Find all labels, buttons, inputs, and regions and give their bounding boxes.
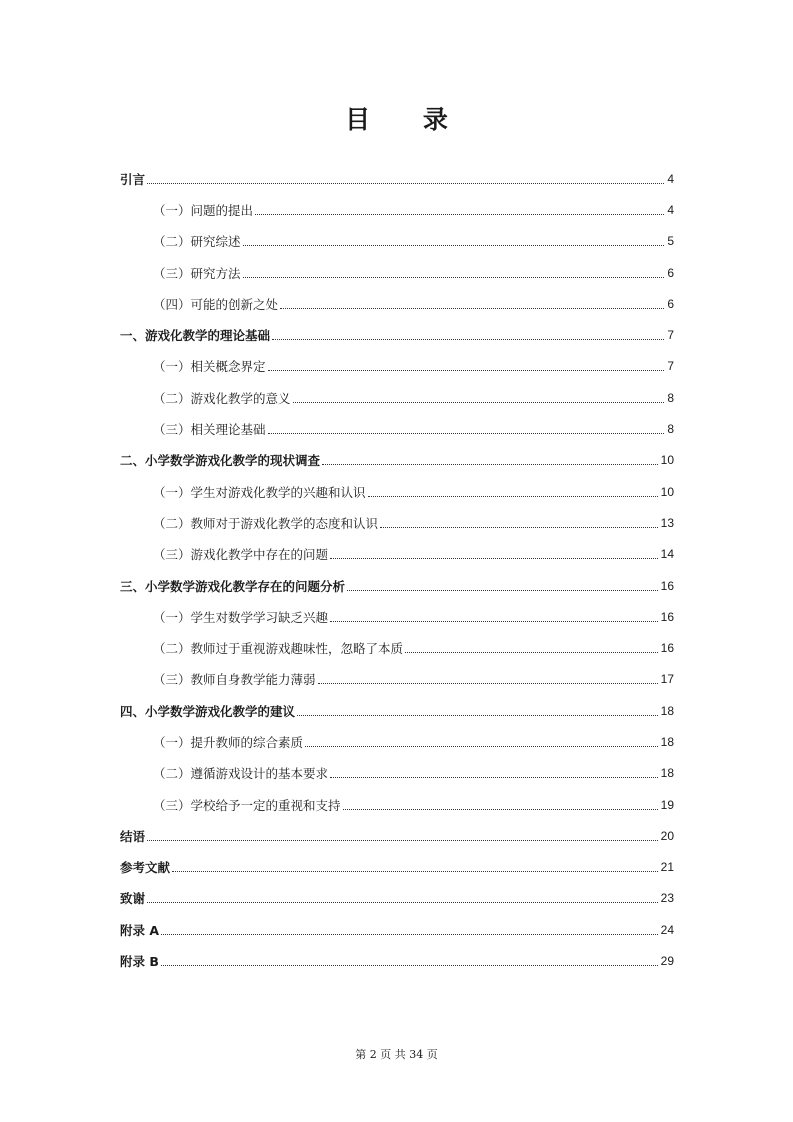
toc-entry[interactable] xyxy=(120,789,674,820)
toc-entry-label: 结语 xyxy=(120,828,146,844)
toc-entry-label: （三）相关理论基础 xyxy=(153,422,266,438)
toc-entry[interactable] xyxy=(120,632,674,663)
toc-entry-page-number: 13 xyxy=(660,515,674,530)
toc-dot-leader xyxy=(268,432,665,434)
toc-dot-leader xyxy=(318,682,658,684)
toc-entry-page-number: 21 xyxy=(660,860,674,875)
toc-entry[interactable] xyxy=(120,570,674,601)
toc-dot-leader xyxy=(293,401,665,403)
toc-entry-page-number: 6 xyxy=(667,265,674,280)
toc-dot-leader xyxy=(172,870,658,872)
toc-entry-page-number: 14 xyxy=(660,547,674,562)
toc-entry[interactable] xyxy=(120,288,674,319)
toc-dot-leader xyxy=(255,213,664,215)
toc-entry-label: （三）游戏化教学中存在的问题 xyxy=(153,547,329,563)
toc-entry-label: （一）学生对游戏化教学的兴趣和认识 xyxy=(153,484,366,500)
toc-entry[interactable] xyxy=(120,413,674,444)
toc-entry-label: （二）研究综述 xyxy=(153,234,241,250)
toc-entry-label: （一）问题的提出 xyxy=(153,202,254,218)
toc-dot-leader xyxy=(330,557,658,559)
toc-dot-leader xyxy=(380,526,658,528)
toc-entry-page-number: 10 xyxy=(660,453,674,468)
toc-entry-page-number: 10 xyxy=(660,484,674,499)
toc-entry-page-number: 19 xyxy=(660,797,674,812)
toc-entry-label: （三）教师自身教学能力薄弱 xyxy=(153,672,316,688)
toc-entry-page-number: 17 xyxy=(660,672,674,687)
toc-entry-page-number: 4 xyxy=(667,171,674,186)
toc-entry[interactable] xyxy=(120,852,674,883)
toc-dot-leader xyxy=(330,620,658,622)
toc-dot-leader xyxy=(268,369,665,371)
toc-entry-label: 四、小学数学游戏化教学的建议 xyxy=(120,703,296,719)
toc-dot-leader xyxy=(243,244,665,246)
table-of-contents xyxy=(120,163,674,977)
toc-dot-leader xyxy=(322,463,658,465)
toc-entry[interactable] xyxy=(120,695,674,726)
toc-entry[interactable] xyxy=(120,445,674,476)
toc-dot-leader xyxy=(147,839,658,841)
toc-entry[interactable] xyxy=(120,726,674,757)
toc-entry[interactable] xyxy=(120,758,674,789)
toc-entry[interactable] xyxy=(120,601,674,632)
toc-entry-page-number: 7 xyxy=(667,328,674,343)
toc-dot-leader xyxy=(297,714,658,716)
toc-entry-page-number: 16 xyxy=(660,641,674,656)
toc-entry-label: （一）相关概念界定 xyxy=(153,359,266,375)
toc-entry-label: （二）遵循游戏设计的基本要求 xyxy=(153,766,329,782)
toc-entry-label: 致谢 xyxy=(120,891,146,907)
toc-entry-page-number: 8 xyxy=(667,422,674,437)
toc-entry[interactable] xyxy=(120,226,674,257)
toc-entry-label: （二）教师对于游戏化教学的态度和认识 xyxy=(153,515,379,531)
toc-entry[interactable] xyxy=(120,539,674,570)
toc-dot-leader xyxy=(405,651,658,653)
toc-dot-leader xyxy=(272,338,664,340)
toc-entry-page-number: 16 xyxy=(660,578,674,593)
toc-entry-page-number: 29 xyxy=(660,954,674,969)
toc-dot-leader xyxy=(161,933,658,935)
toc-entry[interactable] xyxy=(120,382,674,413)
toc-entry-page-number: 6 xyxy=(667,296,674,311)
toc-entry[interactable] xyxy=(120,163,674,194)
toc-entry-page-number: 7 xyxy=(667,359,674,374)
toc-entry-label: （二）教师过于重视游戏趣味性，忽略了本质 xyxy=(153,641,404,657)
toc-entry-page-number: 5 xyxy=(667,234,674,249)
toc-entry-label: 附录 A xyxy=(120,922,160,938)
page-title: 目 录 xyxy=(345,105,470,134)
toc-entry-label: （一）学生对数学学习缺乏兴趣 xyxy=(153,609,329,625)
toc-dot-leader xyxy=(343,808,658,810)
toc-entry-page-number: 4 xyxy=(667,202,674,217)
toc-entry-label: 二、小学数学游戏化教学的现状调查 xyxy=(120,453,321,469)
toc-entry-page-number: 18 xyxy=(660,703,674,718)
toc-dot-leader xyxy=(347,589,658,591)
toc-entry[interactable] xyxy=(120,476,674,507)
toc-dot-leader xyxy=(147,901,658,903)
toc-entry[interactable] xyxy=(120,351,674,382)
toc-entry-label: 三、小学数学游戏化教学存在的问题分析 xyxy=(120,578,346,594)
toc-dot-leader xyxy=(161,964,658,966)
toc-entry-page-number: 16 xyxy=(660,609,674,624)
toc-entry[interactable] xyxy=(120,257,674,288)
toc-entry[interactable] xyxy=(120,945,674,976)
toc-dot-leader xyxy=(243,276,665,278)
toc-entry[interactable] xyxy=(120,664,674,695)
toc-entry[interactable] xyxy=(120,820,674,851)
toc-entry-label: 引言 xyxy=(120,171,146,187)
toc-dot-leader xyxy=(305,745,658,747)
toc-entry-label: （三）学校给予一定的重视和支持 xyxy=(153,797,341,813)
toc-dot-leader xyxy=(280,307,664,309)
toc-entry[interactable] xyxy=(120,914,674,945)
toc-entry-page-number: 8 xyxy=(667,390,674,405)
toc-dot-leader xyxy=(368,495,658,497)
toc-entry[interactable] xyxy=(120,883,674,914)
toc-entry-label: （三）研究方法 xyxy=(153,265,241,281)
toc-entry-page-number: 24 xyxy=(660,922,674,937)
toc-entry-page-number: 18 xyxy=(660,734,674,749)
toc-entry-page-number: 23 xyxy=(660,891,674,906)
toc-dot-leader xyxy=(147,182,664,184)
toc-dot-leader xyxy=(330,776,658,778)
toc-entry[interactable] xyxy=(120,319,674,350)
toc-entry-label: （二）游戏化教学的意义 xyxy=(153,390,291,406)
toc-entry-page-number: 20 xyxy=(660,828,674,843)
toc-entry-page-number: 18 xyxy=(660,766,674,781)
toc-entry[interactable] xyxy=(120,194,674,225)
toc-entry-label: 附录 B xyxy=(120,954,159,970)
toc-entry-label: 一、游戏化教学的理论基础 xyxy=(120,328,271,344)
toc-entry-label: （四）可能的创新之处 xyxy=(153,296,279,312)
toc-entry[interactable] xyxy=(120,507,674,538)
toc-entry-label: （一）提升教师的综合素质 xyxy=(153,734,304,750)
page-footer: 第 2 页 共 34 页 xyxy=(355,1048,438,1061)
toc-entry-label: 参考文献 xyxy=(120,860,171,876)
